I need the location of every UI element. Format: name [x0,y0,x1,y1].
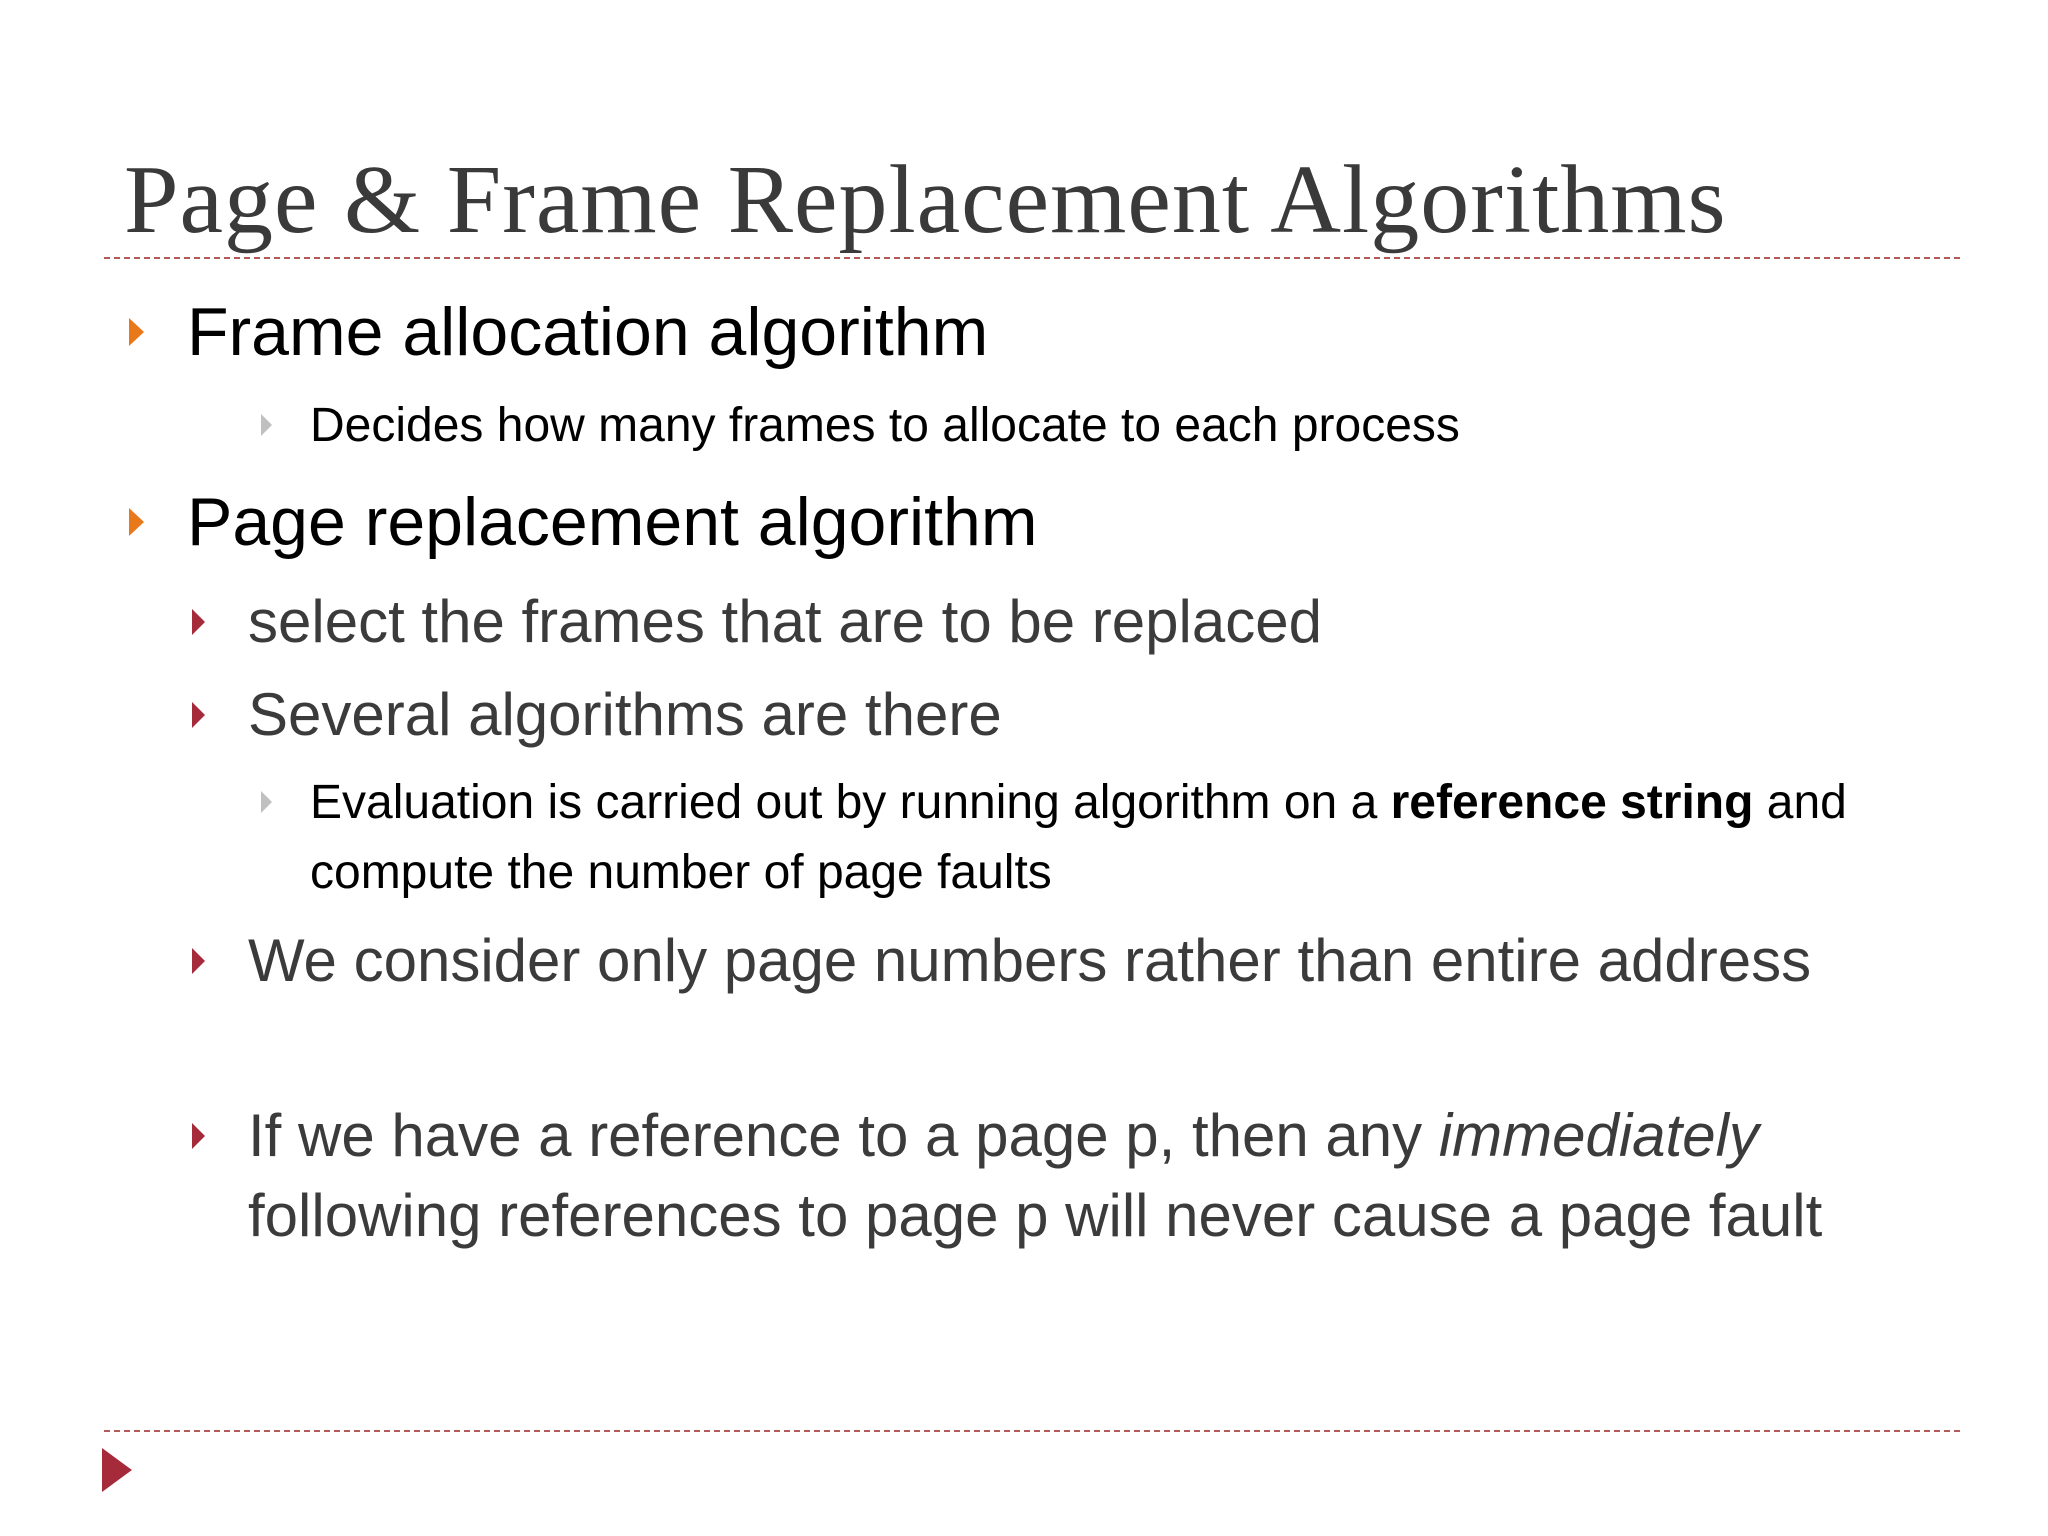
evaluation-text-pre: Evaluation is carried out by running algorithm on a [310,776,1378,829]
subbullet-text: Decides how many frames to allocate to each process [310,399,1460,452]
subbullet-evaluation [310,768,1910,908]
subbullet-decides-frames [310,391,1910,461]
footer-divider [104,1430,1960,1432]
immediately-italic: immediately [1438,1102,1759,1169]
subbullet-select-frames [248,582,1948,662]
red-triangle-bullet-icon [192,702,205,728]
subbullet-page-numbers [248,921,1948,1001]
subbullet-text: We consider only page numbers rather than entire address [248,927,1812,994]
slide-title: Page & Frame Replacement Algorithms [124,146,1727,254]
red-triangle-corner-icon [102,1448,132,1492]
bullet-text: Frame allocation algorithm [187,294,989,370]
bullet-page-replacement [187,482,1037,562]
gray-triangle-bullet-icon [261,414,272,436]
subbullet-immediate-references [248,1096,1948,1256]
orange-triangle-bullet-icon [129,318,144,346]
red-triangle-bullet-icon [192,948,205,974]
bullet-text: Page replacement algorithm [187,484,1038,560]
bullet-frame-allocation [187,292,988,372]
reference-string-bold: reference string [1390,776,1754,829]
red-triangle-bullet-icon [192,1123,205,1149]
immediate-text-pre: If we have a reference to a page p, then any [248,1102,1423,1169]
subbullet-text: select the frames that are to be replaced [248,588,1322,655]
title-divider [104,257,1960,259]
gray-triangle-bullet-icon [261,791,272,813]
red-triangle-bullet-icon [192,609,205,635]
orange-triangle-bullet-icon [129,508,144,536]
immediate-text-post: following references to page p will never cause a page fault [248,1182,1823,1249]
subbullet-several-algorithms [248,675,1948,755]
subbullet-text: Several algorithms are there [248,681,1002,748]
evaluation-text-post: and compute the number of page faults [310,776,1847,899]
